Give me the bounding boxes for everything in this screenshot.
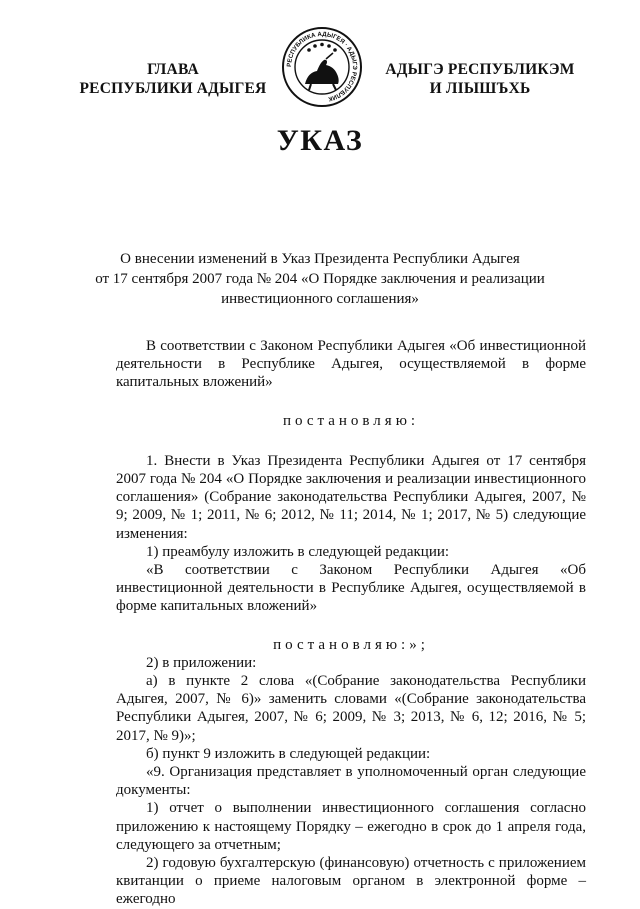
header-left	[73, 60, 273, 98]
document-title: УКАЗ	[276, 124, 364, 157]
quoted-decree-word: постановляю:»;	[273, 636, 429, 653]
subject-line1: О внесении изменений в Указ Президента Республики Адыгея	[120, 251, 520, 267]
header-right	[380, 60, 580, 98]
header-left-line1: ГЛАВА	[147, 61, 199, 78]
subitem-2-paragraph: 2) в приложении:	[146, 654, 257, 671]
point-9-1-paragraph: 1) отчет о выполнении инвестиционного соглашения согласно приложению к настоящему Порядку – ежегодно в срок до 1 апреля года, следующего за отчетным;	[116, 800, 586, 853]
preamble-paragraph: В соответствии с Законом Республики Адыгея «Об инвестиционной деятельности в Республике Адыгея, осуществляемой в форме капитальных вложений»	[116, 338, 586, 391]
quoted-preamble-paragraph: «В соответствии с Законом Республики Адыгея «Об инвестиционной деятельности в Республике Адыгея, осуществляемой в форме капитальных вложений»	[116, 562, 586, 615]
decree-word: постановляю:	[282, 412, 420, 429]
header-right-line1: АДЫГЭ РЕСПУБЛИКЭМ	[385, 61, 575, 78]
header-right-line2: И ЛІЫШЪХЬ	[429, 80, 531, 97]
point-9-paragraph: «9. Организация представляет в уполномоченный орган следующие документы:	[116, 764, 586, 799]
subitem-2a-paragraph: а) в пункте 2 слова «(Собрание законодательства Республики Адыгея, 2007, № 6)» заменить словами «(Собрание законодательства Республики Адыгея, 2007, № 6; 2009, № 3; 2013, № 6, 12; 2016, № 5; 2017, № 9)»;	[116, 673, 586, 744]
point-9-2-paragraph: 2) годовую бухгалтерскую (финансовую) отчетность с приложением квитанции о приеме налоговым органом в электронной форме – ежегодно	[116, 855, 586, 908]
subject-line3: инвестиционного соглашения»	[221, 291, 419, 307]
document-body	[116, 337, 586, 909]
item-1-paragraph: 1. Внести в Указ Президента Республики Адыгея от 17 сентября 2007 года № 204 «О Порядке заключения и реализации инвестиционного соглашения» (Собрание законодательства Республики Адыгея, 2007, № 9; 2009, № 1; 2011, № 6; 2012, № 11; 2014, № 1; 2017, № 5) следующие изменения:	[116, 452, 586, 542]
subitem-2b-paragraph: б) пункт 9 изложить в следующей редакции:	[146, 745, 431, 762]
subitem-1-paragraph: 1) преамбулу изложить в следующей редакции:	[146, 543, 450, 560]
emblem-ring-text: РЕСПУБЛИКА АДЫГЕЯ · АДЫГЭ РЕСПУБЛИК	[285, 30, 359, 103]
decree-subject	[70, 249, 570, 309]
subject-line2: от 17 сентября 2007 года № 204 «О Порядке заключения и реализации	[95, 271, 545, 287]
coat-of-arms-emblem	[281, 26, 363, 108]
header-left-line2: РЕСПУБЛИКИ АДЫГЕЯ	[79, 80, 267, 97]
